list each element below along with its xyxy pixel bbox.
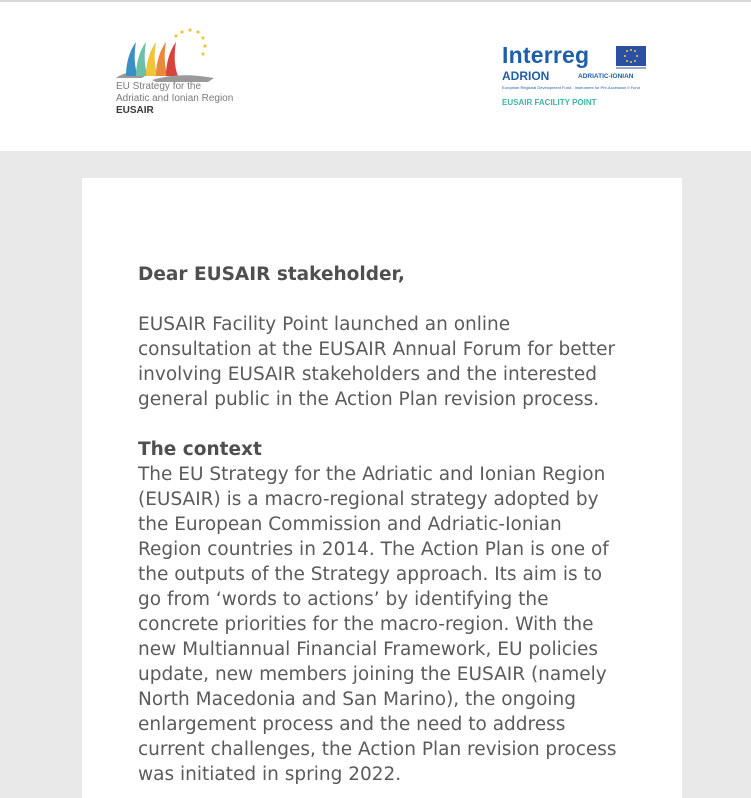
eu-flag-icon	[616, 46, 646, 66]
email-body	[138, 262, 628, 787]
adrion-label: ADRION	[502, 69, 550, 83]
greeting-text: Dear EUSAIR stakeholder,	[138, 264, 405, 285]
logo-caption-line3: EUSAIR	[116, 105, 154, 116]
fund-note: European Regional Development Fund - Instrument for Pre-Accession II Fund	[502, 85, 640, 90]
facility-point-label: EUSAIR FACILITY POINT	[502, 98, 597, 107]
eusair-sails-icon	[112, 26, 222, 86]
logo-caption-line2: Adriatic and Ionian Region	[116, 93, 234, 104]
adriatic-ionian-label: ADRIATIC-IONIAN	[578, 73, 634, 80]
intro-paragraph: EUSAIR Facility Point launched an online consultation at the EUSAIR Annual Forum for better involving EUSAIR stakeholders and the interested general public in the Action Plan revision process.	[138, 314, 616, 410]
logo-caption-line1: EU Strategy for the	[116, 81, 202, 92]
interreg-adrion-logo[interactable]	[500, 42, 660, 122]
context-paragraph: The EU Strategy for the Adriatic and Ionian Region (EUSAIR) is a macro-regional strategy adopted by the European Commission and Adriatic-Ionian Region countries in 2014. The Action Plan is one of the outputs of the Strategy approach. Its aim is to go from ‘words to actions’ by identifying the concrete priorities for the macro-region. With the new Multiannual Financial Framework, EU policies update, new members joining the EUSAIR (namely North Macedonia and San Marino), the ongoing enlargement process and the need to address current challenges, the Action Plan revision process was initiated in spring 2022.	[138, 464, 617, 785]
context-heading: The context	[138, 439, 262, 460]
email-header	[0, 2, 751, 151]
interreg-wordmark: Interreg	[502, 42, 590, 68]
eusair-logo[interactable]	[112, 26, 252, 126]
eu-flag-underline	[616, 67, 646, 69]
email-card	[82, 178, 682, 798]
